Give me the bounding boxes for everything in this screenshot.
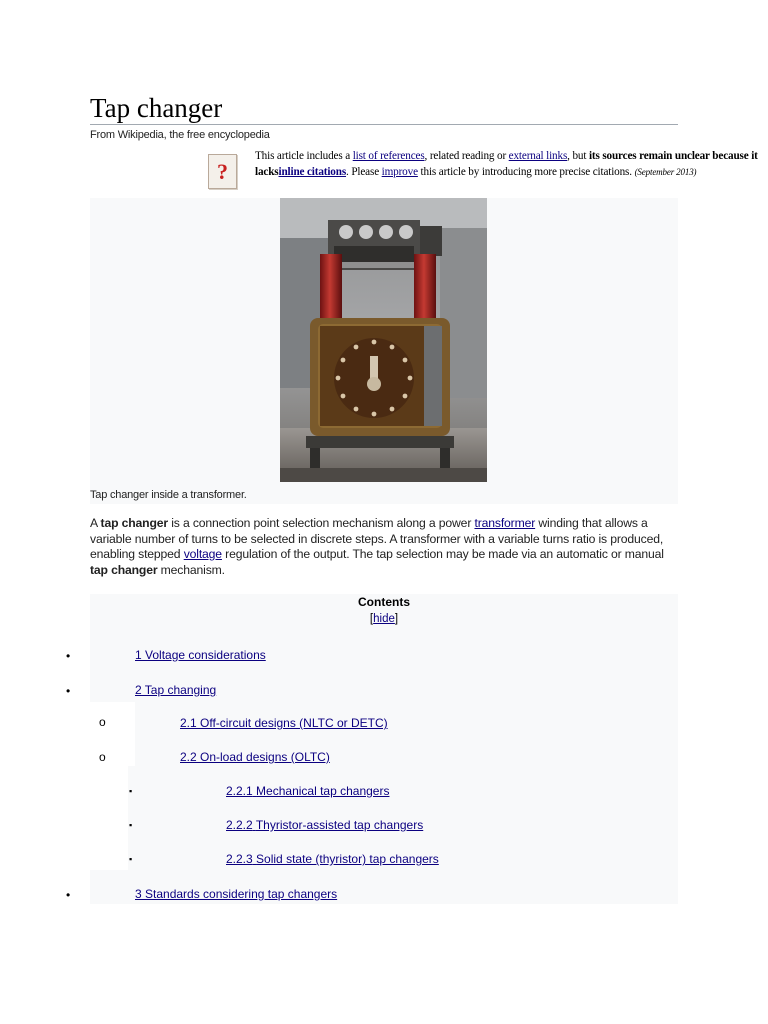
notice-text: This article includes a list of references, related reading or external links, but its sources remain unclear because it lacksinline citations. Please improve this article by introducing more precise citations. (September 2013)	[255, 150, 758, 178]
transformer-link[interactable]: transformer	[474, 516, 536, 530]
toc-bullet: ▪	[129, 820, 133, 830]
toc-bullet: ▪	[129, 786, 133, 796]
toc-bullet: •	[66, 684, 71, 698]
toc-item-voltage-considerations[interactable]: 1 Voltage considerations	[135, 648, 266, 662]
toc-bullet: ▪	[129, 854, 133, 864]
notice-date: (September 2013)	[634, 166, 697, 177]
list-of-references-link[interactable]: list of references	[352, 150, 425, 162]
intro-paragraph: A tap changer is a connection point selection mechanism along a power transformer winding that allows a variable number of turns to be selected in discrete steps. A transformer with a variable turns ratio is produced, enabling stepped voltage regulation of the output. The tap selection may be made via an automatic or manual tap changer mechanism.	[90, 516, 664, 577]
toc-bullet: •	[66, 649, 71, 663]
toc-item-tap-changing[interactable]: 2 Tap changing	[135, 683, 217, 697]
voltage-link[interactable]: voltage	[183, 547, 222, 562]
page-subtitle: From Wikipedia, the free encyclopedia	[90, 129, 270, 141]
toc-item-solid-state-tap-changers[interactable]: 2.2.3 Solid state (thyristor) tap changers	[226, 852, 439, 866]
toc-bullet: o	[99, 715, 106, 729]
page-title: Tap changer	[90, 92, 678, 125]
citation-notice	[197, 148, 768, 194]
toc-item-standards[interactable]: 3 Standards considering tap changers	[135, 887, 338, 901]
toc-title: Contents	[358, 595, 410, 609]
toc-item-off-circuit-designs[interactable]: 2.1 Off-circuit designs (NLTC or DETC)	[180, 716, 388, 730]
toc-item-mechanical-tap-changers[interactable]: 2.2.1 Mechanical tap changers	[226, 784, 390, 798]
hide-toc-link[interactable]: hide	[373, 613, 395, 625]
improve-link[interactable]: improve	[381, 165, 418, 178]
toc-item-thyristor-assisted-tap-changers[interactable]: 2.2.2 Thyristor-assisted tap changers	[226, 818, 424, 832]
toc-item-on-load-designs[interactable]: 2.2 On-load designs (OLTC)	[180, 750, 330, 764]
question-mark-icon: ?	[208, 154, 237, 189]
inline-citations-link[interactable]: inline citations	[278, 165, 347, 178]
figure-caption: Tap changer inside a transformer.	[90, 489, 247, 501]
external-links-link[interactable]: external links	[508, 150, 568, 162]
toc-bullet: •	[66, 888, 71, 902]
tap-changer-photo[interactable]	[280, 198, 487, 482]
toc-toggle: [hide]	[369, 613, 399, 625]
toc-bullet: o	[99, 750, 106, 764]
figure-box	[90, 198, 678, 504]
